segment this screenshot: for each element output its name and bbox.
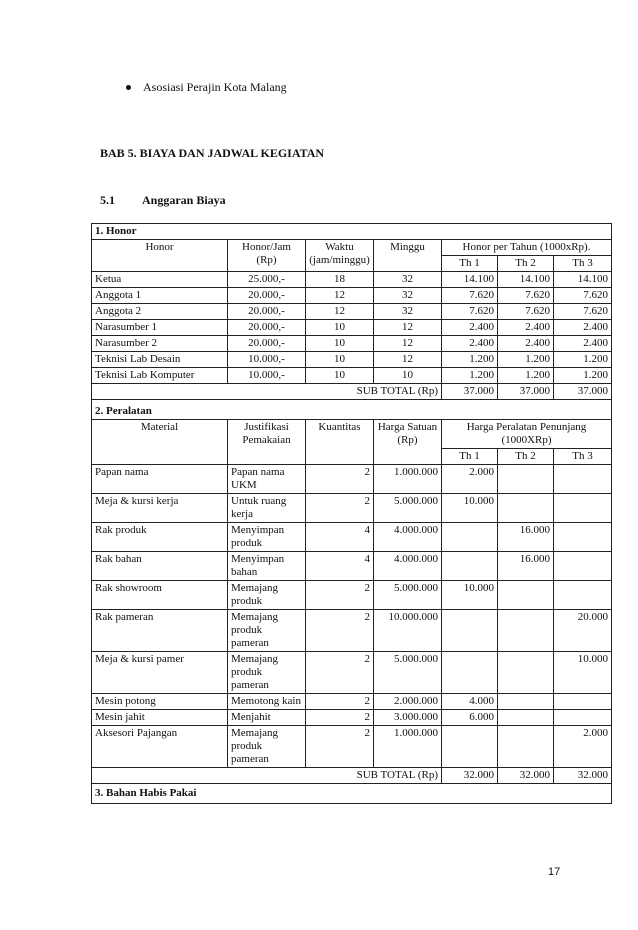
table-cell: 2.400 [554, 320, 612, 336]
table-cell: 20.000,- [228, 304, 306, 320]
table-cell [498, 652, 554, 694]
honor-header-col2: Honor/Jam (Rp) [228, 240, 306, 272]
table-cell [554, 710, 612, 726]
table-cell: Ketua [92, 272, 228, 288]
table-cell: 2 [306, 710, 374, 726]
table-cell: 16.000 [498, 552, 554, 581]
table-cell: Narasumber 1 [92, 320, 228, 336]
table-cell: Menyimpan produk [228, 523, 306, 552]
table-cell: 2 [306, 610, 374, 652]
table-cell: Teknisi Lab Desain [92, 352, 228, 368]
table-row [92, 552, 612, 581]
bullet-icon [126, 85, 131, 90]
table-cell: 1.000.000 [374, 465, 442, 494]
table-cell: 20.000,- [228, 320, 306, 336]
table-cell: 16.000 [498, 523, 554, 552]
table-cell: Rak pameran [92, 610, 228, 652]
table-cell: 12 [306, 288, 374, 304]
table-cell: Rak produk [92, 523, 228, 552]
table-row [92, 368, 612, 384]
table-cell: Mesin potong [92, 694, 228, 710]
peralatan-header-group: Harga Peralatan Penunjang (1000XRp) [442, 420, 612, 449]
table-cell: 4.000.000 [374, 523, 442, 552]
table-row [92, 581, 612, 610]
peralatan-header-col1: Material [92, 420, 228, 465]
table-cell [554, 581, 612, 610]
table-cell: 1.000.000 [374, 726, 442, 768]
table-cell: 32 [374, 272, 442, 288]
table-cell: 10 [306, 320, 374, 336]
table-row [92, 304, 612, 320]
table-cell: Memotong kain [228, 694, 306, 710]
table-row [92, 320, 612, 336]
table-cell: 1.200 [442, 352, 498, 368]
peralatan-subtotal-th3: 32.000 [554, 768, 612, 784]
peralatan-header-th1: Th 1 [442, 449, 498, 465]
peralatan-header-row [92, 420, 612, 449]
table-cell [554, 494, 612, 523]
honor-subtotal-th2: 37.000 [498, 384, 554, 400]
table-cell: Papan nama UKM [228, 465, 306, 494]
table-cell [554, 552, 612, 581]
table-cell: Teknisi Lab Komputer [92, 368, 228, 384]
table-cell: 18 [306, 272, 374, 288]
table-cell [498, 581, 554, 610]
honor-header-th2: Th 2 [498, 256, 554, 272]
table-row [92, 523, 612, 552]
table-cell: Meja & kursi kerja [92, 494, 228, 523]
table-cell: Mesin jahit [92, 710, 228, 726]
peralatan-section-title: 2. Peralatan [92, 400, 612, 420]
table-cell: 7.620 [442, 288, 498, 304]
table-cell: 20.000,- [228, 288, 306, 304]
table-cell: 2 [306, 465, 374, 494]
bullet-text: Asosiasi Perajin Kota Malang [143, 80, 287, 94]
table-cell: 2.000 [442, 465, 498, 494]
table-cell: 2.000.000 [374, 694, 442, 710]
table-cell: 2 [306, 726, 374, 768]
page-number: 17 [548, 866, 561, 878]
honor-header-col4: Minggu [374, 240, 442, 272]
table-row [92, 652, 612, 694]
honor-header-col3: Waktu (jam/minggu) [306, 240, 374, 272]
table-cell: 4 [306, 552, 374, 581]
table-cell: 14.100 [554, 272, 612, 288]
table-row [92, 272, 612, 288]
table-cell [498, 465, 554, 494]
peralatan-header-th3: Th 3 [554, 449, 612, 465]
table-cell [442, 726, 498, 768]
bullet-item [126, 80, 287, 95]
table-row [92, 694, 612, 710]
table-cell [498, 610, 554, 652]
table-cell: 32 [374, 304, 442, 320]
table-cell: 10.000,- [228, 352, 306, 368]
table-cell: 2 [306, 581, 374, 610]
table-cell: 1.200 [554, 368, 612, 384]
table-row [92, 352, 612, 368]
table-cell: 4 [306, 523, 374, 552]
table-cell [554, 694, 612, 710]
table-cell [498, 710, 554, 726]
table-cell: 7.620 [498, 288, 554, 304]
table-cell: 4.000 [442, 694, 498, 710]
peralatan-header-col3: Kuantitas [306, 420, 374, 465]
honor-section-row [92, 224, 612, 240]
table-cell: 1.200 [554, 352, 612, 368]
peralatan-subtotal-row [92, 768, 612, 784]
table-cell: 10 [306, 368, 374, 384]
table-cell: 14.100 [442, 272, 498, 288]
table-cell: 2 [306, 494, 374, 523]
chapter-title: BAB 5. BIAYA DAN JADWAL KEGIATAN [100, 146, 325, 160]
table-row [92, 336, 612, 352]
table-cell [442, 552, 498, 581]
table-cell: Menyimpan bahan [228, 552, 306, 581]
table-cell: 20.000 [554, 610, 612, 652]
table-row [92, 494, 612, 523]
table-cell: Anggota 1 [92, 288, 228, 304]
table-cell: 25.000,- [228, 272, 306, 288]
table-cell [442, 523, 498, 552]
table-cell: 2.400 [498, 320, 554, 336]
table-cell [554, 465, 612, 494]
table-cell: 14.100 [498, 272, 554, 288]
table-row [92, 710, 612, 726]
table-cell [554, 523, 612, 552]
table-cell: 7.620 [554, 288, 612, 304]
peralatan-header-col4: Harga Satuan (Rp) [374, 420, 442, 465]
honor-header-row [92, 240, 612, 256]
table-cell: Papan nama [92, 465, 228, 494]
table-cell: 7.620 [442, 304, 498, 320]
table-cell: 7.620 [554, 304, 612, 320]
table-cell: Rak showroom [92, 581, 228, 610]
section-heading [100, 193, 226, 208]
table-cell: 4.000.000 [374, 552, 442, 581]
table-cell: 10.000 [442, 494, 498, 523]
table-cell: 5.000.000 [374, 581, 442, 610]
table-cell: 10 [306, 352, 374, 368]
table-cell: Narasumber 2 [92, 336, 228, 352]
table-cell: 6.000 [442, 710, 498, 726]
table-cell: 7.620 [498, 304, 554, 320]
section-number: 5.1 [100, 193, 115, 207]
table-cell: 10.000.000 [374, 610, 442, 652]
table-row [92, 465, 612, 494]
table-cell: 2.400 [442, 336, 498, 352]
honor-header-th1: Th 1 [442, 256, 498, 272]
honor-header-th3: Th 3 [554, 256, 612, 272]
peralatan-subtotal-th2: 32.000 [498, 768, 554, 784]
peralatan-header-col2: Justifikasi Pemakaian [228, 420, 306, 465]
table-cell: 1.200 [442, 368, 498, 384]
table-cell [442, 652, 498, 694]
table-cell [498, 694, 554, 710]
table-cell: 12 [374, 352, 442, 368]
honor-section-title: 1. Honor [92, 224, 612, 240]
table-cell: 10 [306, 336, 374, 352]
honor-subtotal-th1: 37.000 [442, 384, 498, 400]
table-cell: 2.400 [554, 336, 612, 352]
table-cell: 5.000.000 [374, 652, 442, 694]
table-cell: Meja & kursi pamer [92, 652, 228, 694]
table-cell [442, 610, 498, 652]
bahan-section-title: 3. Bahan Habis Pakai [92, 784, 612, 804]
table-cell: 1.200 [498, 352, 554, 368]
table-cell: Rak bahan [92, 552, 228, 581]
table-cell: 10.000 [554, 652, 612, 694]
section-title: Anggaran Biaya [142, 193, 226, 207]
table-cell: 12 [306, 304, 374, 320]
peralatan-subtotal-th1: 32.000 [442, 768, 498, 784]
table-cell: 2.400 [442, 320, 498, 336]
table-cell: Untuk ruang kerja [228, 494, 306, 523]
table-row [92, 288, 612, 304]
table-cell: 12 [374, 336, 442, 352]
table-cell: 10.000 [442, 581, 498, 610]
table-cell: Anggota 2 [92, 304, 228, 320]
table-cell: 10 [374, 368, 442, 384]
bahan-section-row [92, 784, 612, 804]
table-cell: Memajang produk pameran [228, 610, 306, 652]
table-cell: 1.200 [498, 368, 554, 384]
table-cell: Menjahit [228, 710, 306, 726]
honor-subtotal-th3: 37.000 [554, 384, 612, 400]
peralatan-subtotal-label: SUB TOTAL (Rp) [92, 768, 442, 784]
table-cell: 5.000.000 [374, 494, 442, 523]
table-row [92, 726, 612, 768]
table-cell: Memajang produk pameran [228, 652, 306, 694]
table-cell: 2 [306, 694, 374, 710]
peralatan-section-row [92, 400, 612, 420]
table-cell: 20.000,- [228, 336, 306, 352]
table-row [92, 610, 612, 652]
table-cell: Memajang produk pameran [228, 726, 306, 768]
budget-table [91, 223, 612, 804]
peralatan-header-th2: Th 2 [498, 449, 554, 465]
table-cell: 3.000.000 [374, 710, 442, 726]
table-cell: 2.000 [554, 726, 612, 768]
honor-header-col1: Honor [92, 240, 228, 272]
honor-subtotal-row [92, 384, 612, 400]
table-cell: 10.000,- [228, 368, 306, 384]
table-cell: Memajang produk [228, 581, 306, 610]
honor-header-group: Honor per Tahun (1000xRp). [442, 240, 612, 256]
table-cell: 2 [306, 652, 374, 694]
table-cell [498, 726, 554, 768]
table-cell: 32 [374, 288, 442, 304]
table-cell: 2.400 [498, 336, 554, 352]
table-cell: Aksesori Pajangan [92, 726, 228, 768]
table-cell: 12 [374, 320, 442, 336]
table-cell [498, 494, 554, 523]
honor-subtotal-label: SUB TOTAL (Rp) [92, 384, 442, 400]
